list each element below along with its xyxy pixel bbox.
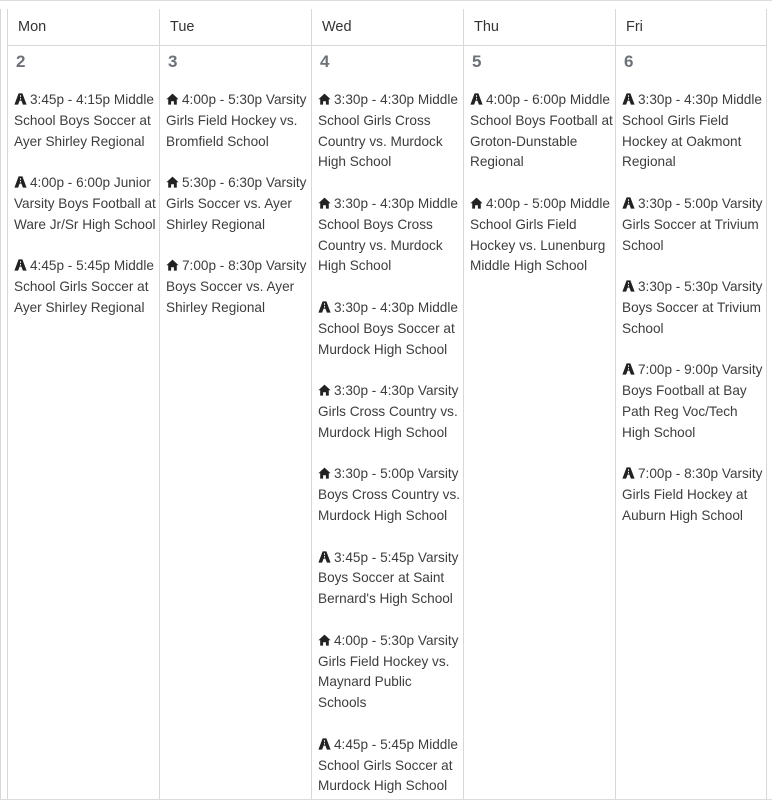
event-text: 5:30p - 6:30p Varsity Girls Soccer vs. Ayer Shirley Regional: [166, 175, 307, 232]
event-text: 3:30p - 4:30p Middle School Boys Soccer at Murdock High School: [318, 299, 458, 357]
event-text: 4:00p - 6:00p Junior Varsity Boys Football at Ware Jr/Sr High School: [14, 175, 156, 232]
away-icon: [318, 738, 331, 750]
event-text: 7:00p - 8:30p Varsity Girls Field Hockey at Auburn High School: [622, 466, 763, 523]
day-date[interactable]: 4: [320, 52, 330, 71]
event-list: [464, 75, 615, 277]
day-header: Fri: [616, 9, 766, 46]
day-column-fri: [615, 9, 767, 800]
calendar-event[interactable]: [470, 194, 615, 277]
away-icon: [318, 301, 331, 313]
day-date[interactable]: 6: [624, 52, 634, 71]
home-icon: [166, 176, 179, 188]
event-list: [160, 75, 311, 319]
home-icon: [318, 467, 331, 479]
event-list: [8, 75, 159, 319]
day-column-tue: [159, 9, 311, 800]
event-text: 4:45p - 5:45p Middle School Girls Soccer at Murdock High School: [318, 736, 458, 794]
event-text: 3:30p - 4:30p Varsity Girls Cross Country vs. Murdock High School: [318, 383, 459, 440]
calendar-event[interactable]: [318, 298, 463, 360]
calendar-event[interactable]: [318, 90, 463, 173]
calendar-event[interactable]: [318, 735, 463, 797]
event-text: 4:00p - 5:30p Varsity Girls Field Hockey vs. Maynard Public Schools: [318, 632, 459, 711]
event-text: 3:30p - 5:30p Varsity Boys Soccer at Trivium School: [622, 279, 763, 336]
away-icon: [622, 363, 635, 375]
home-icon: [166, 259, 179, 271]
event-text: 3:30p - 5:00p Varsity Girls Soccer at Trivium School: [622, 195, 763, 253]
event-text: 4:45p - 5:45p Middle School Girls Soccer at Ayer Shirley Regional: [14, 258, 154, 315]
calendar-event[interactable]: [318, 381, 463, 443]
day-date[interactable]: 2: [16, 52, 26, 71]
day-header: Tue: [160, 9, 311, 46]
home-icon: [318, 93, 331, 105]
home-icon: [318, 384, 331, 396]
event-list: [616, 75, 766, 527]
event-text: 4:00p - 5:30p Varsity Girls Field Hockey vs. Bromfield School: [166, 92, 307, 149]
away-icon: [622, 197, 635, 209]
day-date[interactable]: 3: [168, 52, 178, 71]
day-date[interactable]: 5: [472, 52, 482, 71]
calendar-event[interactable]: [166, 90, 311, 152]
event-list: [312, 75, 463, 797]
calendar-event[interactable]: [318, 194, 463, 277]
event-text: 3:30p - 4:30p Middle School Boys Cross Country vs. Murdock High School: [318, 195, 458, 274]
calendar-event[interactable]: [622, 90, 766, 173]
calendar-event[interactable]: [14, 90, 159, 152]
calendar-left-gutter: [0, 9, 7, 800]
calendar-event[interactable]: [318, 631, 463, 714]
event-text: 4:00p - 6:00p Middle School Boys Football at Groton-Dunstable Regional: [470, 92, 613, 170]
event-text: 7:00p - 8:30p Varsity Boys Soccer vs. Ayer Shirley Regional: [166, 258, 307, 315]
event-text: 3:30p - 4:30p Middle School Girls Cross Country vs. Murdock High School: [318, 92, 458, 170]
calendar-event[interactable]: [14, 256, 159, 318]
day-column-wed: [311, 9, 463, 800]
calendar-event[interactable]: [622, 194, 766, 256]
calendar-event[interactable]: [622, 360, 766, 443]
event-text: 3:30p - 4:30p Middle School Girls Field Hockey at Oakmont Regional: [622, 92, 762, 170]
away-icon: [622, 467, 635, 479]
away-icon: [622, 280, 635, 292]
home-icon: [318, 634, 331, 646]
event-text: 3:45p - 4:15p Middle School Boys Soccer at Ayer Shirley Regional: [14, 92, 154, 149]
calendar-event[interactable]: [622, 464, 766, 526]
away-icon: [318, 551, 331, 563]
calendar-event[interactable]: [318, 548, 463, 610]
home-icon: [166, 93, 179, 105]
calendar-event[interactable]: [166, 256, 311, 318]
away-icon: [622, 93, 635, 105]
away-icon: [470, 93, 483, 105]
day-header: Mon: [8, 9, 159, 46]
away-icon: [14, 93, 27, 105]
event-text: 3:30p - 5:00p Varsity Boys Cross Country vs. Murdock High School: [318, 466, 461, 523]
calendar-event[interactable]: [166, 173, 311, 235]
home-icon: [318, 197, 331, 209]
day-column-mon: [7, 9, 159, 800]
home-icon: [470, 197, 483, 209]
calendar-event[interactable]: [470, 90, 615, 173]
away-icon: [14, 259, 27, 271]
event-text: 7:00p - 9:00p Varsity Boys Football at Bay Path Reg Voc/Tech High School: [622, 362, 763, 440]
event-text: 3:45p - 5:45p Varsity Boys Soccer at Saint Bernard's High School: [318, 549, 459, 607]
day-column-thu: [463, 9, 615, 800]
day-header: Thu: [464, 9, 615, 46]
day-header: Wed: [312, 9, 463, 46]
calendar-event[interactable]: [318, 464, 463, 526]
calendar-event[interactable]: [14, 173, 159, 235]
away-icon: [14, 176, 27, 188]
event-text: 4:00p - 5:00p Middle School Girls Field Hockey vs. Lunenburg Middle High School: [470, 195, 610, 274]
calendar-event[interactable]: [622, 277, 766, 339]
